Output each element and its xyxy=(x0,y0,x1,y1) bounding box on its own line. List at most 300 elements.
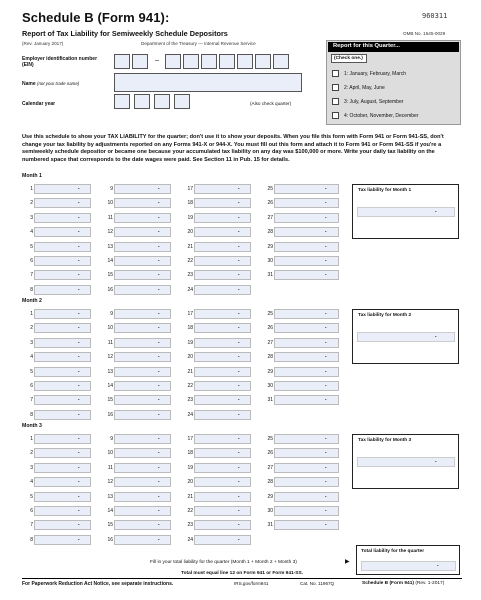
day-number: 25 xyxy=(267,311,273,317)
day-entry xyxy=(182,477,252,487)
month-liability-field[interactable] xyxy=(357,332,455,342)
day-amount-field[interactable] xyxy=(34,535,91,545)
day-number: 11 xyxy=(107,214,113,221)
day-amount-field[interactable] xyxy=(34,448,91,458)
total-liability-box xyxy=(356,545,460,575)
day-entry xyxy=(22,448,92,458)
decimal-point: . xyxy=(158,382,160,388)
ein-digit-1[interactable] xyxy=(114,54,130,69)
day-entry xyxy=(22,242,92,252)
day-amount-field[interactable] xyxy=(34,309,91,319)
day-number: 10 xyxy=(107,450,113,457)
day-amount-field[interactable] xyxy=(114,213,171,223)
decimal-point: . xyxy=(325,199,327,206)
day-entry xyxy=(262,309,332,319)
day-number: 8 xyxy=(30,411,33,418)
day-number: 28 xyxy=(267,479,273,486)
day-entry xyxy=(22,367,92,377)
day-amount-field[interactable] xyxy=(274,506,339,516)
day-entry xyxy=(102,198,172,208)
year-digit-2[interactable] xyxy=(134,94,150,109)
day-number: 26 xyxy=(267,200,273,207)
day-amount-field[interactable] xyxy=(194,285,251,295)
decimal-point: . xyxy=(158,213,160,220)
ein-digit-3[interactable] xyxy=(165,54,181,69)
day-entry xyxy=(22,506,92,516)
day-amount-field[interactable] xyxy=(274,198,339,208)
day-number: 11 xyxy=(107,464,113,471)
decimal-point: . xyxy=(158,285,160,292)
month-liability-box xyxy=(352,309,459,364)
decimal-point: . xyxy=(78,463,80,470)
day-amount-field[interactable] xyxy=(274,184,339,194)
year-digit-4[interactable] xyxy=(174,94,190,109)
day-amount-field[interactable] xyxy=(194,338,251,348)
day-amount-field[interactable] xyxy=(194,506,251,516)
day-entry xyxy=(262,434,332,444)
day-amount-field[interactable] xyxy=(34,256,91,266)
checkbox[interactable] xyxy=(332,98,339,105)
omb-number: OMB No. 1545-0029 xyxy=(403,31,446,36)
day-entry xyxy=(102,323,172,333)
day-entry xyxy=(102,227,172,237)
day-amount-field[interactable] xyxy=(114,395,171,405)
day-entry xyxy=(182,323,252,333)
day-entry xyxy=(262,338,332,348)
day-number: 13 xyxy=(107,493,113,500)
day-entry xyxy=(262,463,332,473)
decimal-point: . xyxy=(78,228,80,235)
decimal-point: . xyxy=(238,338,240,345)
decimal-point: . xyxy=(238,367,240,374)
month-liability-label: Tax liability for Month 3 xyxy=(358,438,412,443)
day-entry xyxy=(262,242,332,252)
month-label: Month 1 xyxy=(22,173,42,179)
day-number: 27 xyxy=(267,464,273,471)
day-amount-field[interactable] xyxy=(274,492,339,502)
day-amount-field[interactable] xyxy=(34,463,91,473)
day-number: 19 xyxy=(187,464,193,471)
day-amount-field[interactable] xyxy=(114,477,171,487)
month-liability-label: Tax liability for Month 1 xyxy=(358,188,412,193)
ein-digit-6[interactable] xyxy=(219,54,235,69)
day-amount-field[interactable] xyxy=(114,506,171,516)
day-amount-field[interactable] xyxy=(114,256,171,266)
ein-label xyxy=(22,56,97,68)
day-number: 16 xyxy=(107,536,113,543)
decimal-point: . xyxy=(238,285,240,292)
day-entry xyxy=(182,448,252,458)
ein-digit-7[interactable] xyxy=(237,54,253,69)
decimal-point: . xyxy=(238,228,240,235)
decimal-point: . xyxy=(238,213,240,220)
decimal-point: . xyxy=(158,353,160,360)
ein-digit-2[interactable] xyxy=(132,54,148,69)
decimal-point: . xyxy=(78,271,80,278)
day-amount-field[interactable] xyxy=(114,338,171,348)
day-amount-field[interactable] xyxy=(194,256,251,266)
day-amount-field[interactable] xyxy=(194,213,251,223)
day-entry xyxy=(262,492,332,502)
quarter-option-label: 3: July, August, September xyxy=(344,98,404,105)
day-amount-field[interactable] xyxy=(194,367,251,377)
day-entry xyxy=(102,506,172,516)
month-liability-field[interactable] xyxy=(357,207,455,217)
decimal-point: . xyxy=(78,535,80,542)
day-amount-field[interactable] xyxy=(274,434,339,444)
day-amount-field[interactable] xyxy=(114,323,171,333)
decimal-point: . xyxy=(158,271,160,278)
day-number: 23 xyxy=(187,397,193,404)
day-entry xyxy=(102,395,172,405)
day-amount-field[interactable] xyxy=(34,184,91,194)
day-number: 29 xyxy=(267,243,273,250)
day-number: 31 xyxy=(267,522,273,529)
day-amount-field[interactable] xyxy=(194,463,251,473)
name-label-sub: (not your trade name) xyxy=(37,81,80,86)
day-amount-field[interactable] xyxy=(34,410,91,420)
day-entry xyxy=(102,410,172,420)
day-amount-field[interactable] xyxy=(34,352,91,362)
decimal-point: . xyxy=(238,463,240,470)
day-entry xyxy=(22,256,92,266)
form-code: 960311 xyxy=(422,12,448,20)
decimal-point: . xyxy=(238,521,240,528)
day-number: 5 xyxy=(30,243,33,250)
decimal-point: . xyxy=(158,507,160,513)
footer-form-rev: (Rev. 1-2017) xyxy=(415,581,445,586)
day-amount-field[interactable] xyxy=(34,242,91,252)
day-entry xyxy=(182,285,252,295)
day-number: 16 xyxy=(107,411,113,418)
day-number: 30 xyxy=(267,258,273,264)
day-number: 18 xyxy=(187,200,193,207)
day-number: 2 xyxy=(30,450,33,457)
day-entry xyxy=(262,448,332,458)
day-amount-field[interactable] xyxy=(114,184,171,194)
day-number: 14 xyxy=(107,508,113,514)
decimal-point: . xyxy=(158,463,160,470)
day-amount-field[interactable] xyxy=(34,381,91,391)
day-amount-field[interactable] xyxy=(34,434,91,444)
decimal-point: . xyxy=(325,185,327,191)
day-amount-field[interactable] xyxy=(274,309,339,319)
ein-digit-9[interactable] xyxy=(273,54,289,69)
day-amount-field[interactable] xyxy=(274,323,339,333)
day-entry xyxy=(102,285,172,295)
day-amount-field[interactable] xyxy=(34,198,91,208)
day-entry xyxy=(102,448,172,458)
day-entry xyxy=(22,535,92,545)
day-amount-field[interactable] xyxy=(114,227,171,237)
day-amount-field[interactable] xyxy=(34,492,91,502)
form-title: Schedule B (Form 941): xyxy=(22,10,170,25)
day-number: 22 xyxy=(187,508,193,514)
ein-digit-5[interactable] xyxy=(201,54,217,69)
day-entry xyxy=(182,520,252,530)
year-digit-1[interactable] xyxy=(114,94,130,109)
decimal-point: . xyxy=(158,410,160,417)
year-digit-3[interactable] xyxy=(154,94,170,109)
day-number: 22 xyxy=(187,258,193,264)
day-amount-field[interactable] xyxy=(114,492,171,502)
day-entry xyxy=(182,395,252,405)
decimal-point: . xyxy=(325,449,327,456)
day-amount-field[interactable] xyxy=(194,323,251,333)
day-amount-field[interactable] xyxy=(194,492,251,502)
day-entry xyxy=(182,535,252,545)
quarter-option-1[interactable] xyxy=(332,70,406,77)
day-number: 9 xyxy=(110,311,113,317)
total-fill-in-text: Fill in your total liability for the quarter (Month 1 + Month 2 + Month 3) xyxy=(150,560,297,565)
day-entry xyxy=(22,520,92,530)
day-amount-field[interactable] xyxy=(34,367,91,377)
day-amount-field[interactable] xyxy=(34,395,91,405)
day-number: 1 xyxy=(30,311,33,317)
total-liability-field[interactable] xyxy=(361,561,456,571)
day-amount-field[interactable] xyxy=(194,270,251,280)
quarter-check-one: (Check one.) xyxy=(331,54,367,63)
day-number: 23 xyxy=(187,272,193,279)
day-entry xyxy=(262,367,332,377)
day-amount-field[interactable] xyxy=(194,309,251,319)
day-number: 17 xyxy=(187,311,193,317)
day-amount-field[interactable] xyxy=(114,463,171,473)
day-number: 9 xyxy=(110,436,113,442)
day-amount-field[interactable] xyxy=(114,381,171,391)
ein-digit-4[interactable] xyxy=(183,54,199,69)
day-number: 27 xyxy=(267,214,273,221)
day-number: 24 xyxy=(187,411,193,418)
day-amount-field[interactable] xyxy=(114,285,171,295)
day-amount-field[interactable] xyxy=(274,270,339,280)
day-entry xyxy=(22,227,92,237)
day-amount-field[interactable] xyxy=(274,213,339,223)
day-amount-field[interactable] xyxy=(274,352,339,362)
decimal-point: . xyxy=(238,310,240,316)
day-amount-field[interactable] xyxy=(194,477,251,487)
checkbox[interactable] xyxy=(332,70,339,77)
day-amount-field[interactable] xyxy=(114,352,171,362)
month-liability-field[interactable] xyxy=(357,457,455,467)
decimal-point: . xyxy=(435,458,437,464)
day-number: 12 xyxy=(107,354,113,361)
decimal-point: . xyxy=(78,367,80,374)
day-number: 11 xyxy=(107,339,113,346)
day-amount-field[interactable] xyxy=(274,395,339,405)
day-entry xyxy=(262,395,332,405)
day-amount-field[interactable] xyxy=(194,448,251,458)
day-entry xyxy=(22,338,92,348)
day-number: 5 xyxy=(30,493,33,500)
day-number: 3 xyxy=(30,464,33,471)
day-number: 21 xyxy=(187,493,193,500)
day-amount-field[interactable] xyxy=(194,184,251,194)
decimal-point: . xyxy=(158,478,160,485)
day-amount-field[interactable] xyxy=(34,270,91,280)
day-entry xyxy=(22,352,92,362)
day-amount-field[interactable] xyxy=(194,381,251,391)
decimal-point: . xyxy=(325,228,327,235)
day-number: 21 xyxy=(187,243,193,250)
quarter-option-label: 1: January, February, March xyxy=(344,70,407,77)
day-amount-field[interactable] xyxy=(114,535,171,545)
day-amount-field[interactable] xyxy=(274,463,339,473)
footer-cat: Cat. No. 11967Q xyxy=(300,581,335,586)
day-amount-field[interactable] xyxy=(194,352,251,362)
name-field[interactable] xyxy=(114,73,302,92)
day-number: 31 xyxy=(267,272,273,279)
decimal-point: . xyxy=(78,353,80,360)
decimal-point: . xyxy=(238,449,240,456)
day-amount-field[interactable] xyxy=(274,242,339,252)
day-entry xyxy=(22,309,92,319)
day-number: 4 xyxy=(30,479,33,486)
day-amount-field[interactable] xyxy=(34,477,91,487)
day-number: 6 xyxy=(30,508,33,514)
checkbox[interactable] xyxy=(332,112,339,119)
decimal-point: . xyxy=(325,338,327,345)
decimal-point: . xyxy=(78,449,80,456)
day-amount-field[interactable] xyxy=(274,520,339,530)
decimal-point: . xyxy=(158,535,160,542)
day-entry xyxy=(102,338,172,348)
quarter-option-3[interactable] xyxy=(332,98,403,105)
day-amount-field[interactable] xyxy=(34,213,91,223)
day-amount-field[interactable] xyxy=(194,520,251,530)
day-number: 21 xyxy=(187,368,193,375)
day-amount-field[interactable] xyxy=(194,198,251,208)
day-number: 4 xyxy=(30,229,33,236)
decimal-point: . xyxy=(325,396,327,403)
day-amount-field[interactable] xyxy=(34,506,91,516)
decimal-point: . xyxy=(325,463,327,470)
decimal-point: . xyxy=(437,562,439,568)
day-entry xyxy=(102,477,172,487)
decimal-point: . xyxy=(78,492,80,499)
decimal-point: . xyxy=(325,382,327,388)
decimal-point: . xyxy=(158,199,160,206)
day-entry xyxy=(182,184,252,194)
decimal-point: . xyxy=(158,367,160,374)
day-amount-field[interactable] xyxy=(114,242,171,252)
decimal-point: . xyxy=(325,353,327,360)
day-number: 14 xyxy=(107,383,113,389)
quarter-option-2[interactable] xyxy=(332,84,385,91)
day-number: 19 xyxy=(187,214,193,221)
instructions-text: Use this schedule to show your TAX LIABILITY for the quarter; don't use it to show your deposits. When you file this form with Form 941 or Form 941-SS, don't change your tax liability by adjustments reported on any Forms 941-X or 944-X. You must fill out this form and attach it to Form 941 or Form 941-SS if you're a semiweekly schedule depositor or became one because your accumulated tax liability on any day was $100,000 or more. Write your daily tax liability on the numbered space that corresponds to the date wages were paid. See Section 11 in Pub. 15 for details. xyxy=(22,134,444,163)
day-number: 2 xyxy=(30,200,33,207)
day-entry xyxy=(262,352,332,362)
day-entry xyxy=(22,434,92,444)
day-entry xyxy=(22,323,92,333)
ein-digit-8[interactable] xyxy=(255,54,271,69)
total-liability-label: Total liability for the quarter xyxy=(361,549,425,554)
day-amount-field[interactable] xyxy=(274,448,339,458)
decimal-point: . xyxy=(78,213,80,220)
day-amount-field[interactable] xyxy=(34,520,91,530)
day-amount-field[interactable] xyxy=(274,367,339,377)
day-amount-field[interactable] xyxy=(114,309,171,319)
decimal-point: . xyxy=(238,478,240,485)
decimal-point: . xyxy=(158,185,160,191)
decimal-point: . xyxy=(325,242,327,249)
day-number: 7 xyxy=(30,522,33,529)
day-entry xyxy=(182,213,252,223)
decimal-point: . xyxy=(158,449,160,456)
day-amount-field[interactable] xyxy=(274,256,339,266)
decimal-point: . xyxy=(435,333,437,339)
day-amount-field[interactable] xyxy=(34,285,91,295)
day-number: 26 xyxy=(267,325,273,332)
month-label: Month 3 xyxy=(22,423,42,429)
footer-form xyxy=(362,581,444,586)
day-amount-field[interactable] xyxy=(114,434,171,444)
day-amount-field[interactable] xyxy=(194,535,251,545)
day-amount-field[interactable] xyxy=(114,367,171,377)
day-amount-field[interactable] xyxy=(114,270,171,280)
day-entry xyxy=(102,352,172,362)
day-entry xyxy=(182,270,252,280)
decimal-point: . xyxy=(238,507,240,513)
day-number: 20 xyxy=(187,479,193,486)
decimal-point: . xyxy=(158,521,160,528)
decimal-point: . xyxy=(78,410,80,417)
day-number: 17 xyxy=(187,436,193,442)
day-entry xyxy=(102,463,172,473)
day-entry xyxy=(22,381,92,391)
decimal-point: . xyxy=(325,324,327,331)
day-number: 1 xyxy=(30,436,33,442)
day-amount-field[interactable] xyxy=(194,410,251,420)
decimal-point: . xyxy=(325,310,327,316)
day-amount-field[interactable] xyxy=(114,520,171,530)
day-number: 25 xyxy=(267,436,273,442)
day-amount-field[interactable] xyxy=(34,323,91,333)
decimal-point: . xyxy=(325,367,327,374)
day-entry xyxy=(102,381,172,391)
checkbox[interactable] xyxy=(332,84,339,91)
day-number: 20 xyxy=(187,229,193,236)
day-amount-field[interactable] xyxy=(274,381,339,391)
day-amount-field[interactable] xyxy=(114,448,171,458)
day-amount-field[interactable] xyxy=(114,198,171,208)
decimal-point: . xyxy=(78,242,80,249)
day-entry xyxy=(262,198,332,208)
day-amount-field[interactable] xyxy=(194,227,251,237)
day-amount-field[interactable] xyxy=(274,227,339,237)
day-amount-field[interactable] xyxy=(34,338,91,348)
day-entry xyxy=(182,506,252,516)
day-amount-field[interactable] xyxy=(194,434,251,444)
day-amount-field[interactable] xyxy=(194,242,251,252)
day-entry xyxy=(22,395,92,405)
day-entry xyxy=(262,270,332,280)
day-number: 6 xyxy=(30,383,33,389)
day-number: 8 xyxy=(30,286,33,293)
day-amount-field[interactable] xyxy=(274,338,339,348)
decimal-point: . xyxy=(325,507,327,513)
ein-label-text: Employer identification number xyxy=(22,56,98,62)
day-amount-field[interactable] xyxy=(274,477,339,487)
day-amount-field[interactable] xyxy=(194,395,251,405)
day-amount-field[interactable] xyxy=(34,227,91,237)
day-amount-field[interactable] xyxy=(114,410,171,420)
decimal-point: . xyxy=(158,435,160,441)
quarter-option-4[interactable] xyxy=(332,112,418,119)
decimal-point: . xyxy=(158,310,160,316)
decimal-point: . xyxy=(78,478,80,485)
